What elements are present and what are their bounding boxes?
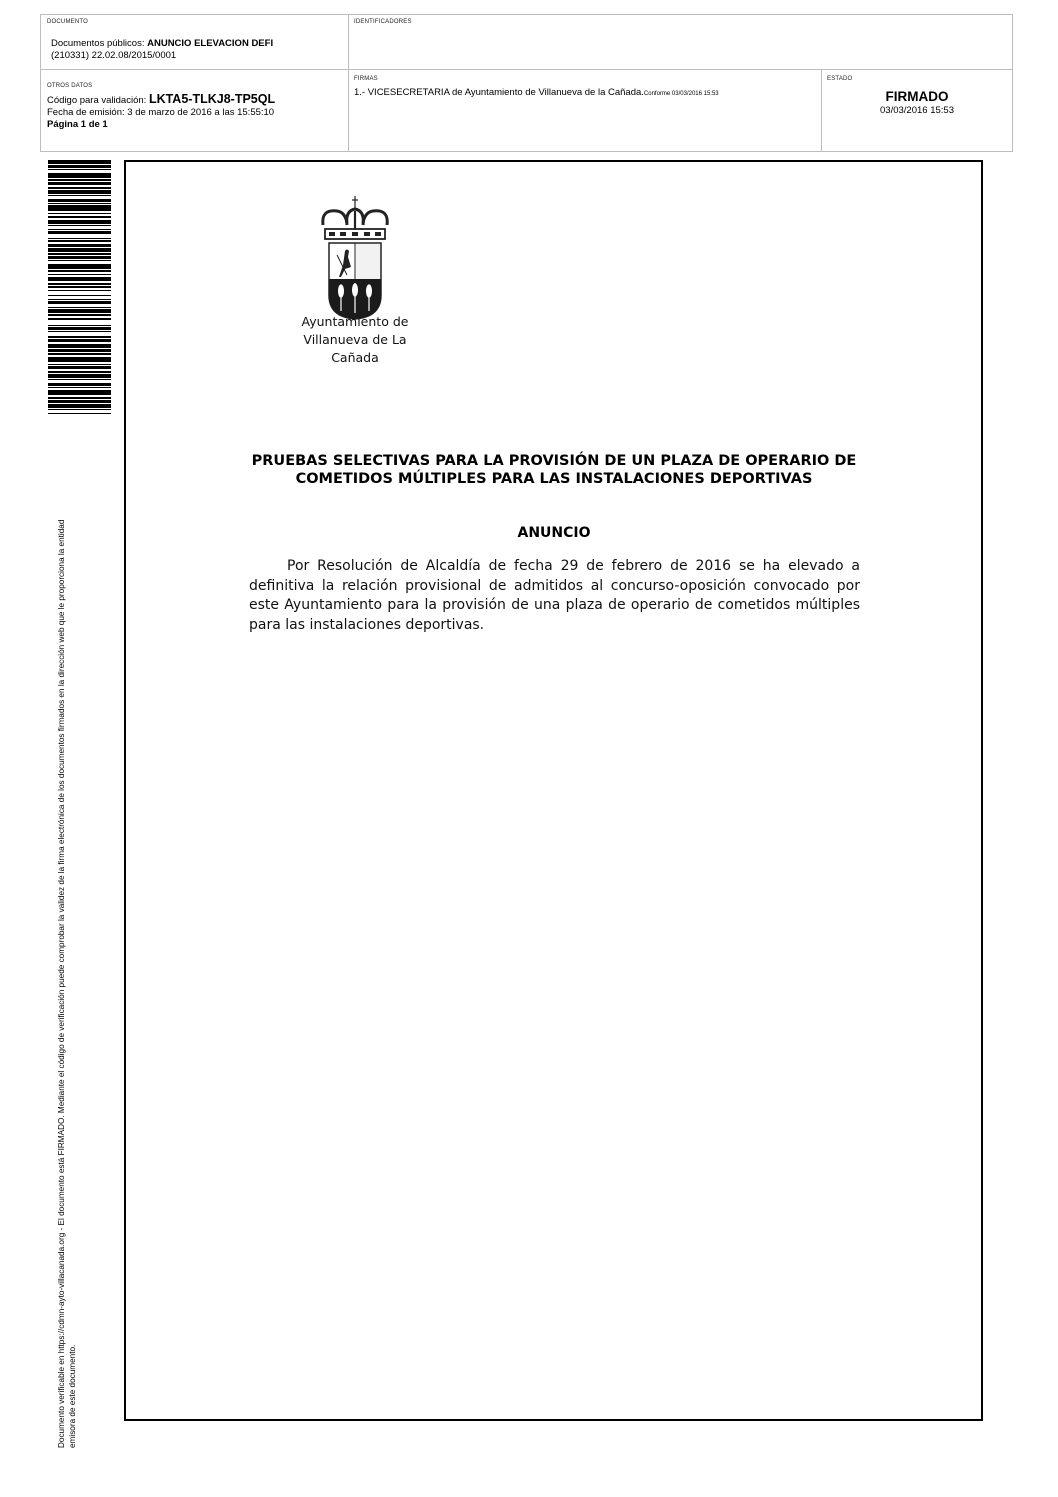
document-metadata-table <box>40 14 1013 152</box>
column-divider <box>348 15 349 151</box>
firma-signer: 1.- VICESECRETARIA de Ayuntamiento de Villanueva de la Cañada. <box>354 87 644 98</box>
fecha-label: Fecha de emisión: <box>47 107 128 118</box>
estado-caption: ESTADO <box>827 76 853 82</box>
documento-prefix: Documentos públicos: <box>51 38 148 49</box>
logo-line-2: Villanueva de La Cañada <box>303 332 407 365</box>
row-divider <box>41 69 1012 70</box>
fecha-emision: 3 de marzo de 2016 a las 15:55:10 <box>127 107 275 118</box>
documento-field <box>51 38 341 62</box>
title-line-2: COMETIDOS MÚLTIPLES PARA LAS INSTALACIONES DEPORTIVAS <box>295 471 813 487</box>
documento-caption: DOCUMENTO <box>47 19 89 25</box>
pagina-info: Página 1 de 1 <box>47 119 108 130</box>
anuncio-heading: ANUNCIO <box>517 525 591 541</box>
verification-line-2: emisora de este documento. <box>68 1344 77 1448</box>
firmas-caption: FIRMAS <box>354 76 378 82</box>
codigo-label: Código para validación: <box>47 95 149 106</box>
verification-side-text <box>56 436 78 1448</box>
codigo-validacion: LKTA5-TLKJ8-TP5QL <box>148 92 276 106</box>
body-paragraph: Por Resolución de Alcaldía de fecha 29 de febrero de 2016 se ha elevado a definitiva la relación provisional de admitidos al concurso-oposición convocado por este Ayuntamiento para la provisión de una plaza de operario de cometidos múltiples para las instalaciones deportivas. <box>249 558 860 633</box>
firma-entry <box>354 87 819 100</box>
document-frame <box>124 160 983 1421</box>
documento-title: ANUNCIO ELEVACION DEFI <box>147 38 274 49</box>
estado-date: 03/03/2016 15:53 <box>880 105 954 116</box>
identificadores-caption: IDENTIFICADORES <box>354 19 412 25</box>
otros-datos-caption: OTROS DATOS <box>47 83 93 89</box>
document-title <box>200 452 908 488</box>
logo-line-1: Ayuntamiento de <box>301 314 409 329</box>
documento-reference: (210331) 22.02.08/2015/0001 <box>51 50 177 61</box>
title-line-1: PRUEBAS SELECTIVAS PARA LA PROVISIÓN DE UN PLAZA DE OPERARIO DE <box>251 453 857 469</box>
otros-datos-field <box>47 93 345 131</box>
estado-value: FIRMADO <box>885 89 949 104</box>
verification-line-1: Documento verificable en https://cdmn-ayto-villacanada.org - El documento está FIRMADO. Mediante el código de verificación puede comprobar la validez de la firma electrónica de los documentos firmados en la dirección web que le proporciona la entidad <box>57 519 66 1448</box>
firma-conforme: Conforme 03/03/2016 15:53 <box>643 91 719 97</box>
barcode <box>48 160 111 414</box>
logo-caption <box>285 313 425 367</box>
